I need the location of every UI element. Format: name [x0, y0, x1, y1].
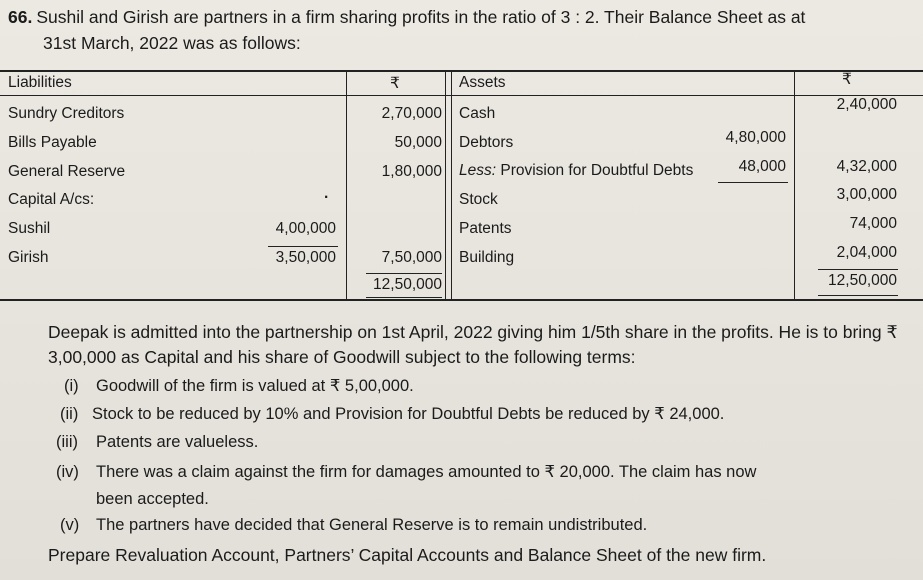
- header-rule: [0, 95, 923, 96]
- asset-amount-4: 74,000: [849, 215, 897, 232]
- question-heading: [8, 4, 913, 56]
- term-label: (v): [60, 516, 80, 534]
- assets-total: 12,50,000: [828, 272, 897, 289]
- asset-inner-1: 4,80,000: [725, 129, 786, 146]
- liab-label-2: General Reserve: [8, 163, 126, 180]
- liab-amount-0: 2,70,000: [381, 105, 442, 122]
- provision-label: Provision for Doubtful Debts: [496, 162, 694, 179]
- liab-total: 12,50,000: [373, 276, 442, 293]
- asset-label-4: Patents: [459, 220, 512, 237]
- asset-amount-5: 2,04,000: [836, 244, 897, 261]
- asset-label-1: Debtors: [459, 134, 514, 151]
- liab-label-3: Capital A/cs:: [8, 191, 95, 208]
- term-item: [60, 404, 724, 424]
- term-label: (iii): [56, 433, 78, 451]
- asset-label-3: Stock: [459, 191, 498, 208]
- asset-amount-0: 2,40,000: [836, 96, 897, 113]
- question-line-1: Sushil and Girish are partners in a firm sharing profits in the ratio of 3 : 2. Their Balance Sheet as at: [36, 7, 806, 27]
- term-label: (iv): [56, 463, 79, 481]
- stray-dot: ·: [324, 189, 330, 206]
- term-item: [56, 462, 756, 482]
- term-continuation: been accepted.: [96, 490, 209, 508]
- liab-label-0: Sundry Creditors: [8, 105, 125, 122]
- term-text: Patents are valueless.: [96, 433, 259, 451]
- table-bottom-rule: [0, 299, 923, 301]
- capital-subtotal-rule: [268, 246, 338, 247]
- term-text: The partners have decided that General Reserve is to remain undistributed.: [96, 516, 648, 534]
- liab-label-4: Sushil: [8, 220, 51, 237]
- liab-inner-5: 3,50,000: [275, 249, 336, 266]
- liab-amount-5: 7,50,000: [381, 249, 442, 266]
- assets-total-bottom-rule: [818, 295, 898, 296]
- balance-sheet-table: [0, 70, 923, 302]
- term-item: [60, 516, 647, 535]
- liab-total-bottom-rule: [366, 297, 442, 298]
- liab-amount-2: 1,80,000: [381, 163, 442, 180]
- assets-header: Assets: [459, 74, 506, 91]
- asset-label-0: Cash: [459, 105, 496, 122]
- question-line-2: 31st March, 2022 was as follows:: [43, 33, 301, 53]
- liabilities-header: Liabilities: [8, 74, 72, 91]
- debtors-net-rule: [718, 182, 788, 183]
- asset-label-2: [459, 162, 693, 180]
- col-rule-2: [445, 70, 446, 300]
- liabilities-rupee-header: ₹: [390, 75, 400, 92]
- assets-total-top-rule: [818, 269, 898, 270]
- term-text: There was a claim against the firm for damages amounted to ₹ 20,000. The claim has now: [96, 463, 757, 481]
- liab-total-top-rule: [366, 273, 442, 274]
- less-label: Less:: [459, 162, 497, 179]
- asset-amount-2: 4,32,000: [836, 158, 897, 175]
- term-text: Goodwill of the firm is valued at ₹ 5,00,000.: [96, 377, 414, 395]
- asset-inner-2: 48,000: [738, 158, 786, 175]
- admission-paragraph: Deepak is admitted into the partnership on 1st April, 2022 giving him 1/5th share in the profits. He is to bring ₹ 3,00,000 as Capital and his share of Goodwill subject to the following terms:: [48, 322, 898, 367]
- liab-label-5: Girish: [8, 249, 49, 266]
- term-item: [64, 376, 414, 396]
- asset-amount-3: 3,00,000: [836, 186, 897, 203]
- term-item: [56, 433, 258, 452]
- liab-amount-1: 50,000: [394, 134, 442, 151]
- assets-rupee-header: ₹: [842, 71, 852, 88]
- question-number: 66.: [8, 7, 33, 27]
- col-rule-4: [794, 70, 795, 300]
- term-label: (i): [64, 377, 79, 395]
- final-instruction: Prepare Revaluation Account, Partners’ Capital Accounts and Balance Sheet of the new firm.: [48, 545, 767, 565]
- col-rule-3: [451, 70, 452, 300]
- liab-inner-4: 4,00,000: [275, 220, 336, 237]
- table-top-rule: [0, 70, 923, 72]
- asset-label-5: Building: [459, 249, 515, 266]
- liab-label-1: Bills Payable: [8, 134, 97, 151]
- term-label: (ii): [60, 405, 79, 423]
- term-text: Stock to be reduced by 10% and Provision for Doubtful Debts be reduced by ₹ 24,000.: [92, 405, 725, 423]
